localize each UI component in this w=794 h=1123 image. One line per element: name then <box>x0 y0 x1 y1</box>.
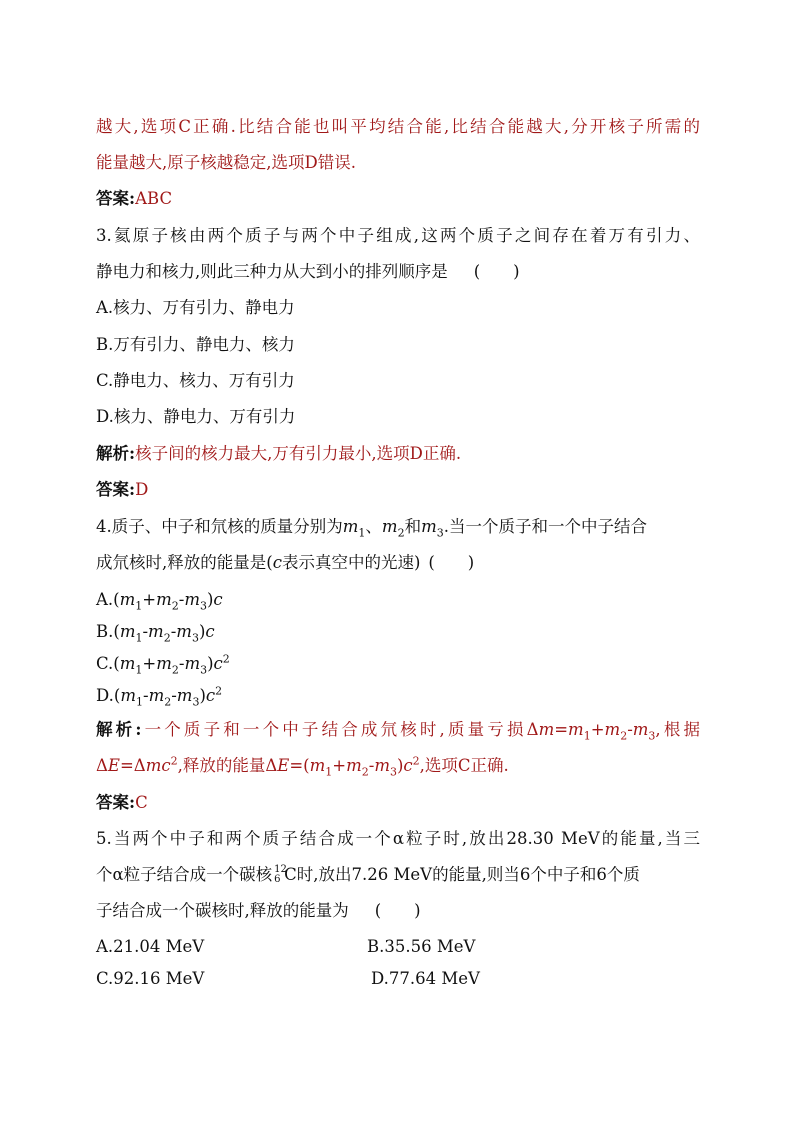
analysis-text: 根据 <box>660 720 701 739</box>
option-c: $C.(m_1+m_2-m_3)c^2$ <box>96 652 230 677</box>
option-d: D.77.64 MeV <box>371 969 480 988</box>
answer-value: ABC <box>135 189 173 208</box>
answer-line <box>96 479 148 501</box>
question-stem-text: 成氘核时,释放的能量是( <box>96 553 273 572</box>
answer-line <box>96 792 148 814</box>
analysis-line: 解析:一个质子和一个中子结合成氘核时,质量亏损$\Delta m=m_1+m_2-m_3$,根据 <box>96 720 701 743</box>
answer-bracket: ( ) <box>428 553 475 572</box>
question-stem-text: 静电力和核力,则此三种力从大到小的排列顺序是 <box>96 262 448 281</box>
option-d: D.核力、静电力、万有引力 <box>96 407 296 426</box>
answer-line <box>96 188 172 210</box>
option-a: A.核力、万有引力、静电力 <box>96 298 295 317</box>
nuclide-symbol: 12 6 <box>274 864 287 885</box>
answer-value: C <box>135 793 148 812</box>
analysis-label: 解析: <box>96 444 136 463</box>
answer-label: 答案: <box>96 480 136 499</box>
analysis-text: 释放的能量 <box>182 756 266 775</box>
question-stem-line: 成氘核时,释放的能量是(c表示真空中的光速) ( ) <box>96 553 475 572</box>
option-b: B.35.56 MeV <box>367 937 476 956</box>
question-stem-line <box>96 261 520 283</box>
analysis-text: 一个质子和一个中子结合成氘核时,质量亏损 <box>141 720 527 739</box>
question-stem-line <box>96 900 421 922</box>
answer-label: 答案: <box>96 793 136 812</box>
option-b: $B.(m_1-m_2-m_3)c$ <box>96 622 215 645</box>
answer-value: D <box>135 480 149 499</box>
analysis-text: 核子间的核力最大,万有引力最小,选项D正确. <box>135 444 462 463</box>
question-stem-line: 5.当两个中子和两个质子结合成一个α粒子时,放出28.30 MeV的能量,当三 <box>96 829 700 848</box>
analysis-line: ΔE=Δmc$^2$,释放的能量$\Delta E=(m_1+m_2-m_3)c^2$,选项C正确. <box>96 754 509 779</box>
question-stem-text: 当一个质子和一个中子结合 <box>448 517 647 536</box>
question-stem-line: 4.质子、中子和氘核的质量分别为$m_1$、$m_2$和$m_3$.当一个质子和一个中子结合 <box>96 517 647 540</box>
question-stem-line: 个α粒子结合成一个碳核 12 6 C时,放出7.26 MeV的能量,则当6个中子和6个质 <box>96 864 640 885</box>
analysis-text-line: 能量越大,原子核越稳定,选项D错误. <box>96 153 356 172</box>
answer-bracket: ( ) <box>473 262 520 281</box>
analysis-label: 解析: <box>96 720 142 739</box>
analysis-text-line: 越大,选项C正确.比结合能也叫平均结合能,比结合能越大,分开核子所需的 <box>96 117 700 136</box>
option-c: C.92.16 MeV <box>96 969 205 988</box>
question-stem-text: 4.质子、中子和氘核的质量分别为 <box>96 517 343 536</box>
question-stem-text: 时,放出7.26 MeV的能量,则当6个中子和6个质 <box>296 865 640 884</box>
option-b: B.万有引力、静电力、核力 <box>96 335 295 354</box>
option-c: C.静电力、核力、万有引力 <box>96 371 295 390</box>
answer-label: 答案: <box>96 189 136 208</box>
analysis-line <box>96 443 461 465</box>
question-stem-text: 个α粒子结合成一个碳核 <box>96 865 273 884</box>
question-stem-line: 3.氦原子核由两个质子与两个中子组成,这两个质子之间存在着万有引力、 <box>96 226 700 245</box>
answer-bracket: ( ) <box>374 901 421 920</box>
analysis-text: 选项C正确. <box>424 756 509 775</box>
option-d: $D.(m_1-m_2-m_3)c^2$ <box>96 684 223 709</box>
question-stem-text: 子结合成一个碳核时,释放的能量为 <box>96 901 349 920</box>
option-a: A.21.04 MeV <box>96 937 205 956</box>
option-a: $A.(m_1+m_2-m_3)c$ <box>96 590 223 613</box>
question-stem-text: 表示真空中的光速) <box>281 553 421 572</box>
